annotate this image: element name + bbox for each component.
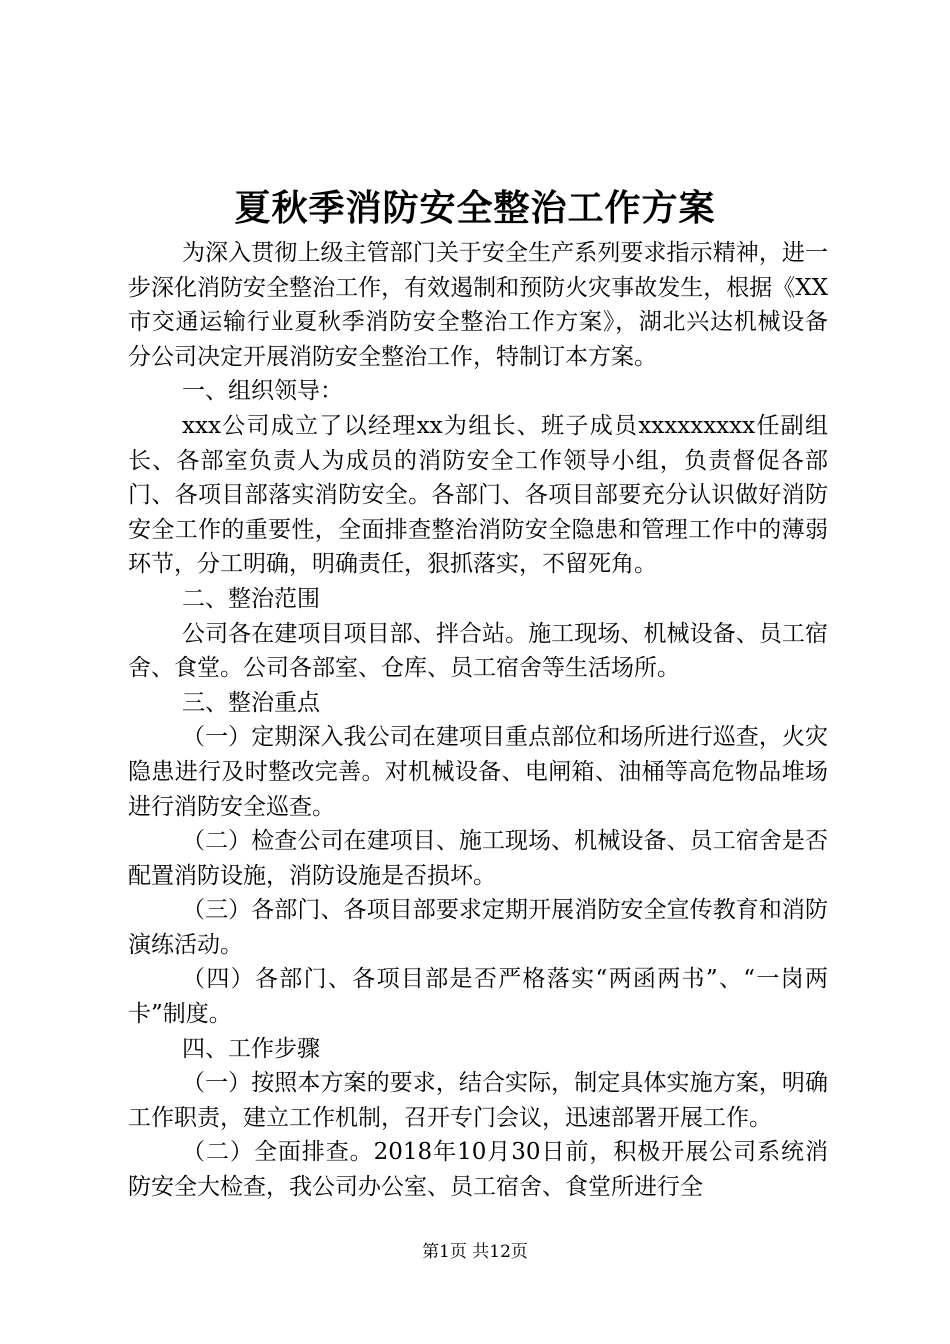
section-heading-organization: 一、组织领导：	[182, 378, 343, 405]
paragraph-intro: 为深入贯彻上级主管部门关于安全生产系列要求指示精神，进一步深化消防安全整治工作，有效遏制和预防火灾事故发生，根据《XX市交通运输行业夏秋季消防安全整治工作方案》，湖北兴达机械设备分公司决定开展消防安全整治工作，特制订本方案。	[128, 240, 828, 370]
paragraph-scope: 公司各在建项目项目部、拌合站。施工现场、机械设备、员工宿舍、食堂。公司各部室、仓库、员工宿舍等生活场所。	[128, 620, 828, 682]
section-heading-steps: 四、工作步骤	[182, 1035, 320, 1062]
section-heading-scope: 二、整治范围	[182, 585, 320, 612]
section-heading-focus: 三、整治重点	[182, 689, 320, 716]
paragraph-steps-1: （一）按照本方案的要求，结合实际，制定具体实施方案，明确工作职责，建立工作机制，召开专门会议，迅速部署开展工作。	[128, 1070, 828, 1131]
paragraph-steps-2: （二）全面排查。2018年10月30日前，积极开展公司系统消防安全大检查，我公司办公室、员工宿舍、食堂所进行全	[128, 1139, 828, 1201]
paragraph-organization: xxx公司成立了以经理xx为组长、班子成员xxxxxxxxx任副组长、各部室负责人为成员的消防安全工作领导小组，负责督促各部门、各项目部落实消防安全。各部门、各项目部要充分认识做好消防安全工作的重要性，全面排查整治消防安全隐患和管理工作中的薄弱环节，分工明确，明确责任，狠抓落实，不留死角。	[128, 412, 828, 578]
document-body	[128, 236, 828, 1205]
paragraph-focus-3: （三）各部门、各项目部要求定期开展消防安全宣传教育和消防演练活动。	[128, 897, 828, 958]
paragraph-focus-4: （四）各部门、各项目部是否严格落实“两函两书”、“一岗两卡”制度。	[128, 966, 828, 1028]
document-title: 夏秋季消防安全整治工作方案	[234, 187, 716, 229]
page-footer: 第1页 共12页	[422, 1242, 528, 1262]
paragraph-focus-1: （一）定期深入我公司在建项目重点部位和场所进行巡查，火灾隐患进行及时整改完善。对机械设备、电闸箱、油桶等高危物品堆场进行消防安全巡查。	[128, 724, 828, 820]
paragraph-focus-2: （二）检查公司在建项目、施工现场、机械设备、员工宿舍是否配置消防设施，消防设施是否损坏。	[128, 828, 828, 889]
